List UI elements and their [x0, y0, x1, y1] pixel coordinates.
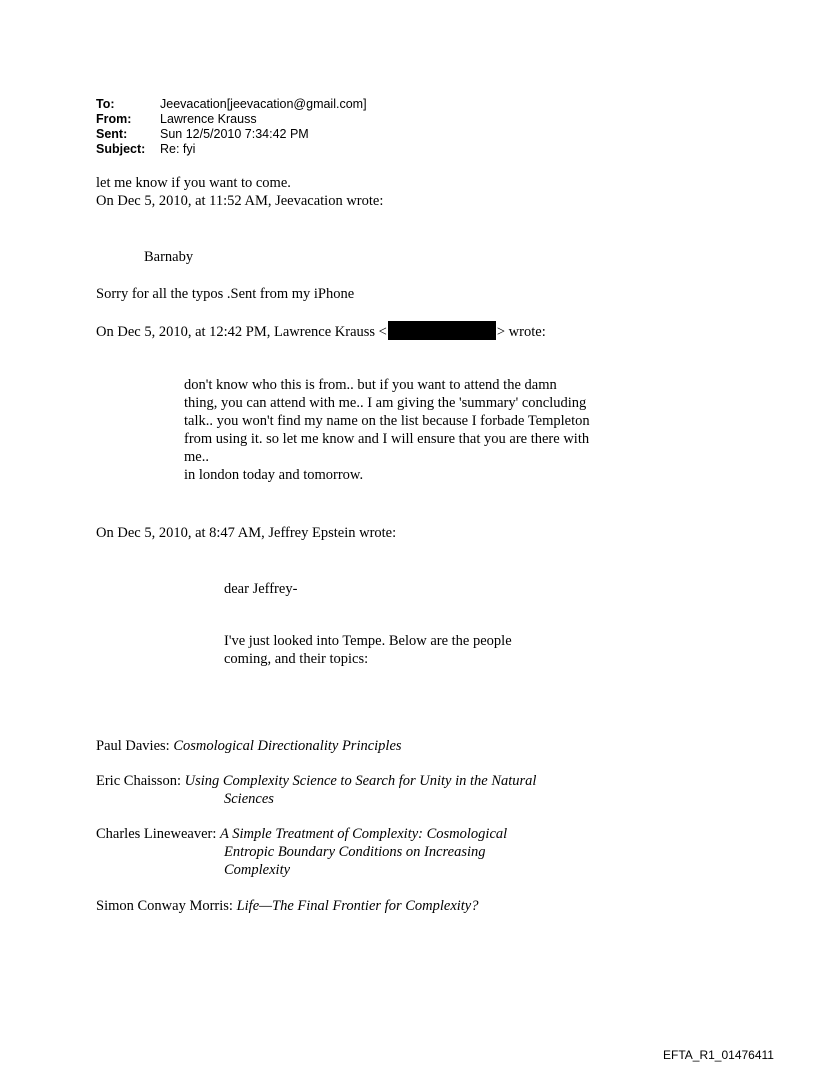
speaker-topic-continued: Complexity	[224, 862, 291, 878]
from-label: From:	[96, 112, 132, 126]
epstein-wrote-line: On Dec 5, 2010, at 8:47 AM, Jeffrey Epstein wrote:	[96, 525, 397, 541]
speaker-entry	[96, 897, 479, 915]
krauss-msg-line: me..	[184, 449, 209, 465]
salutation: dear Jeffrey-	[224, 581, 298, 597]
header-sent-row	[96, 127, 367, 142]
speaker-topic: A Simple Treatment of Complexity: Cosmological	[220, 826, 508, 842]
header-subject-row	[96, 142, 367, 157]
speaker-name: Eric Chaisson:	[96, 773, 185, 789]
body-line-2: On Dec 5, 2010, at 11:52 AM, Jeevacation wrote:	[96, 193, 384, 209]
to-label: To:	[96, 97, 115, 111]
speaker-topic: Using Complexity Science to Search for Unity in the Natural	[184, 773, 537, 789]
to-value: Jeevacation[jeevacation@gmail.com]	[160, 97, 367, 111]
speaker-topic: Life—The Final Frontier for Complexity?	[236, 898, 479, 914]
body-line-1: let me know if you want to come.	[96, 175, 291, 191]
speaker-topic-continued: Entropic Boundary Conditions on Increasing	[224, 844, 486, 860]
krauss-wrote-suffix: > wrote:	[496, 324, 546, 340]
subject-value: Re: fyi	[160, 142, 196, 156]
speaker-topic: Cosmological Directionality Principles	[173, 738, 402, 754]
speaker-entry	[96, 772, 536, 790]
subject-label: Subject:	[96, 142, 146, 156]
krauss-wrote-line	[96, 321, 546, 341]
redaction-box	[388, 321, 496, 340]
document-id: EFTA_R1_01476411	[663, 1048, 774, 1062]
email-header	[96, 97, 367, 157]
sent-from-iphone: Sorry for all the typos .Sent from my iPhone	[96, 286, 355, 302]
krauss-msg-line: from using it. so let me know and I will ensure that you are there with	[184, 431, 590, 447]
krauss-msg-line: in london today and tomorrow.	[184, 467, 364, 483]
header-from-row	[96, 112, 367, 127]
speaker-name: Simon Conway Morris:	[96, 898, 237, 914]
krauss-msg-line: don't know who this is from.. but if you want to attend the damn	[184, 377, 557, 393]
speaker-entry	[96, 825, 507, 843]
krauss-msg-line: talk.. you won't find my name on the list because I forbade Templeton	[184, 413, 590, 429]
tempe-paragraph	[224, 632, 512, 668]
tempe-line: coming, and their topics:	[224, 651, 369, 667]
krauss-message	[184, 376, 590, 484]
speaker-topic-continued: Sciences	[224, 791, 274, 807]
speaker-name: Charles Lineweaver:	[96, 826, 221, 842]
header-to-row	[96, 97, 367, 112]
krauss-msg-line: thing, you can attend with me.. I am giving the 'summary' concluding	[184, 395, 587, 411]
tempe-line: I've just looked into Tempe. Below are the people	[224, 633, 512, 649]
sent-value: Sun 12/5/2010 7:34:42 PM	[160, 127, 309, 141]
speaker-entry	[96, 737, 402, 755]
sent-label: Sent:	[96, 127, 128, 141]
speaker-name: Paul Davies:	[96, 738, 174, 754]
krauss-wrote-prefix: On Dec 5, 2010, at 12:42 PM, Lawrence Krauss <	[96, 324, 387, 340]
signature-barnaby: Barnaby	[144, 249, 194, 265]
from-value: Lawrence Krauss	[160, 112, 257, 126]
